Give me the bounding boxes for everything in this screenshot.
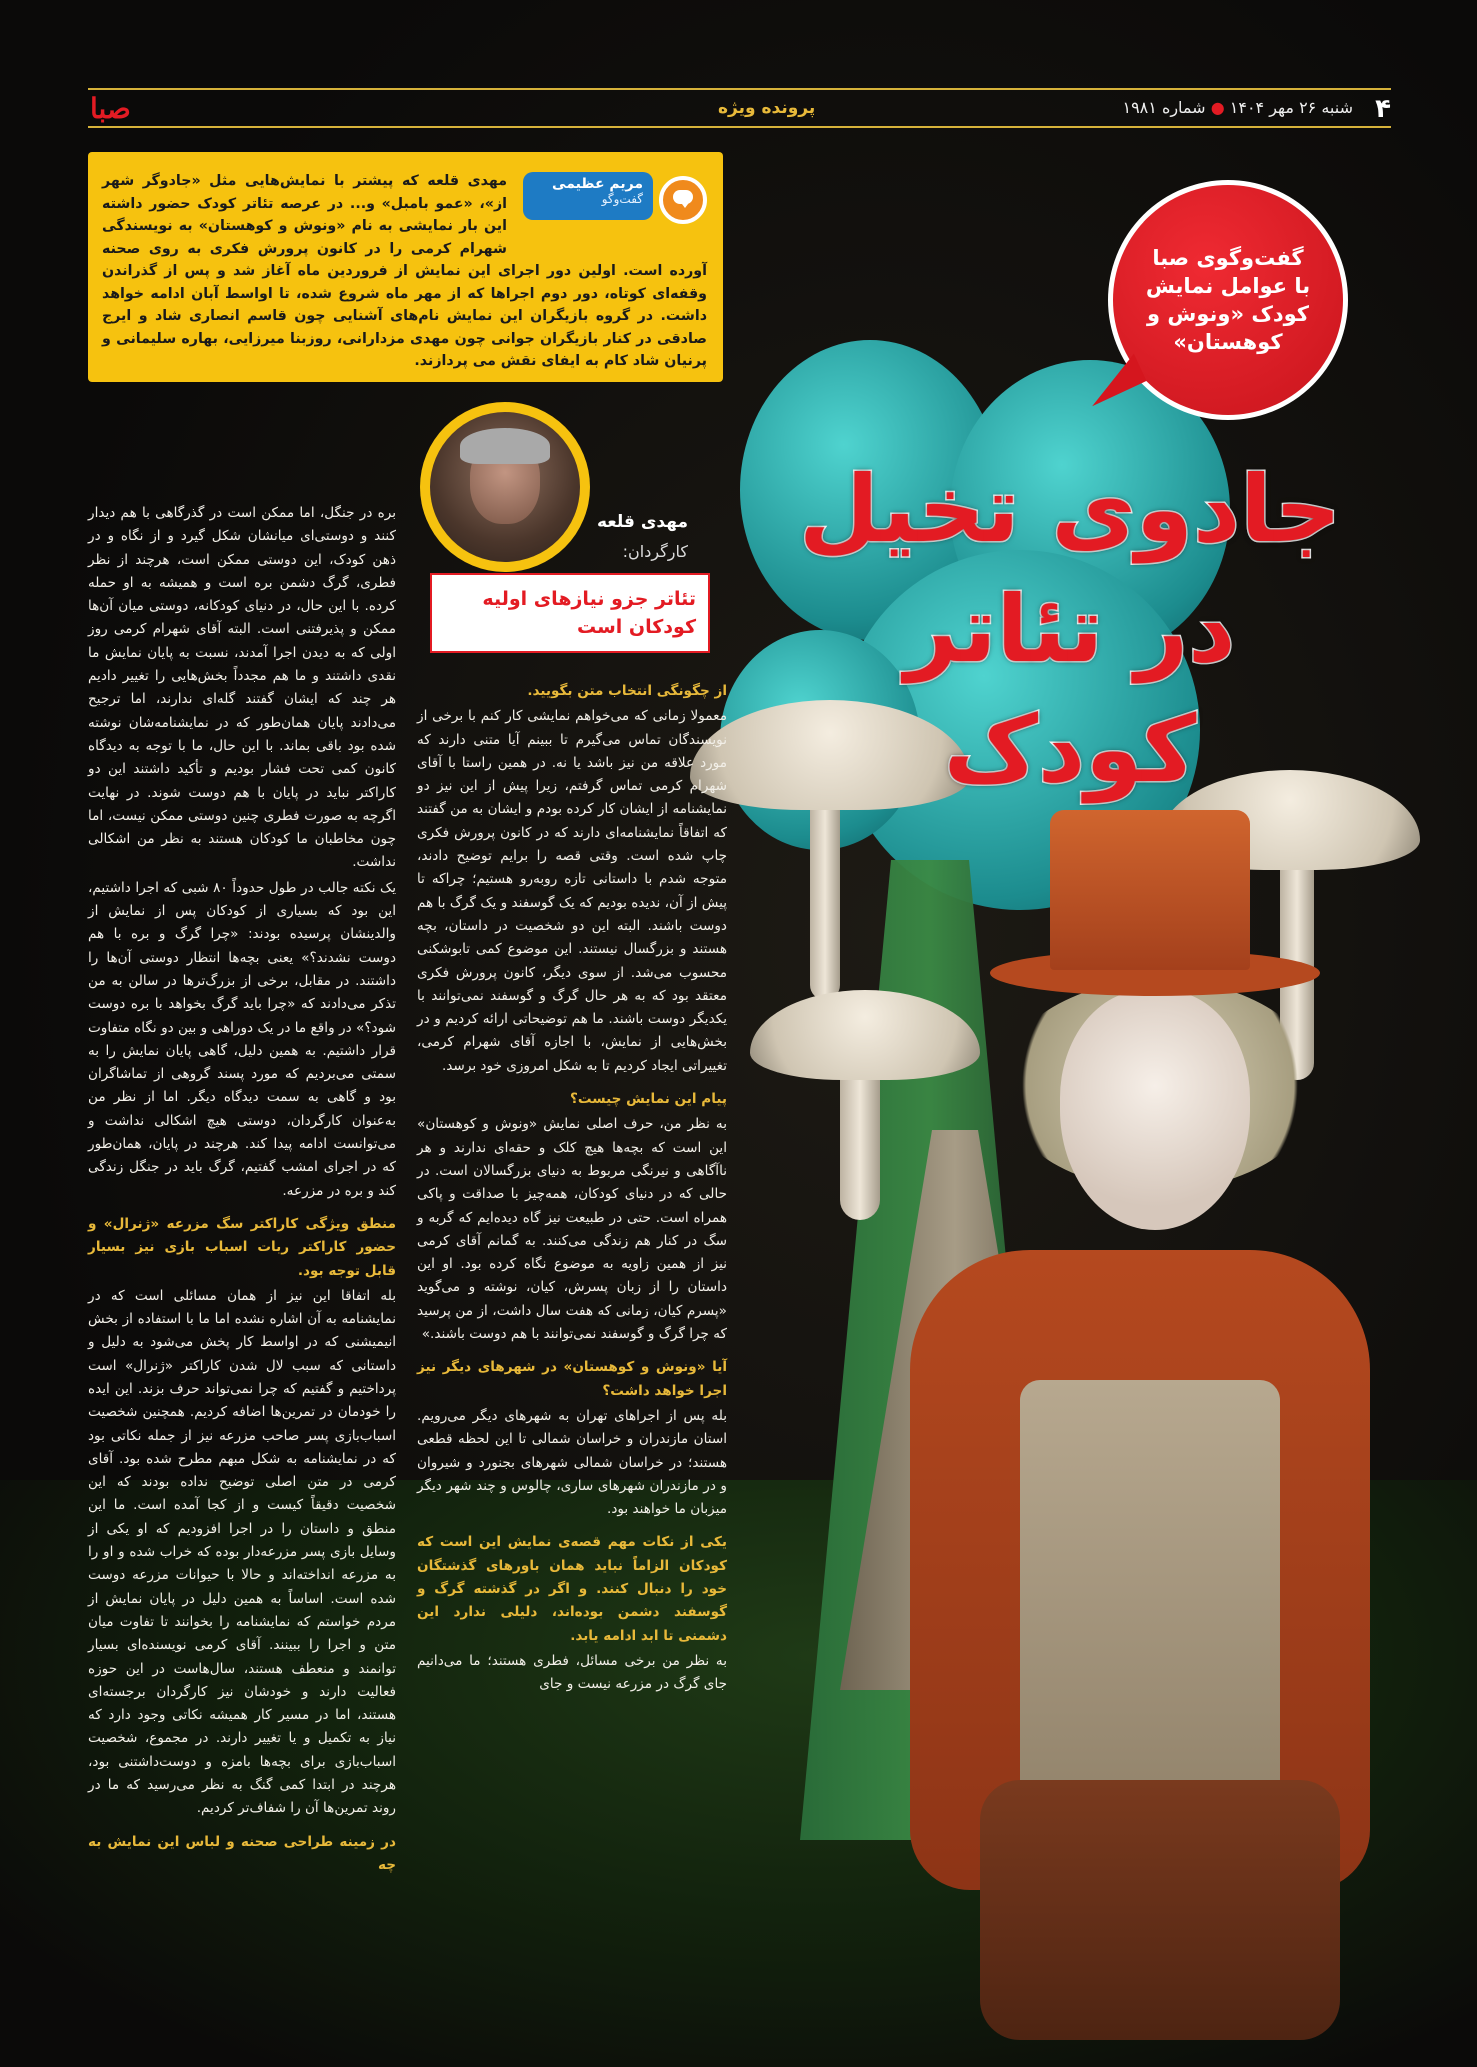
interview-question: پیام این نمایش چیست؟ [569,1091,727,1108]
author-role: گفت‌وگو [601,192,643,206]
intro-text: مهدی قلعه که پیشتر با نمایش‌هایی مثل «جادوگر شهر از»، «عمو بامبل» و... در عرصه تئاتر کودک حضور داشته این بار نمایشی به نام «ونوش و کوهستان» به نویسندگی شهرام کرمی را در کانون پرورش فکری به روی صحنه آورده است. اولین دور اجرای این نمایش از فروردین ماه آغاز شد و پس از گذراندن وقفه‌ای کوتاه، دور دوم اجراها که از مهر ماه شروع شده، تا اواسط آبان ادامه خواهد داشت. در گروه بازیگران این نمایش نام‌های آشنایی چون قاسم انصاری شاد و ایرج صادقی در کنار بازیگران جوانی چون مهدی مزدارانی، روزبنا میرزایی، بهاره سلیمانی و پرنیان شاد کام به ایفای نقش می پردازند. [102,173,707,369]
interview-question: آیا «ونوش و کوهستان» در شهرهای دیگر نیز اجرا خواهد داشت؟ [417,1359,727,1399]
actor-legs [980,1780,1340,2040]
bubble-text: گفت‌وگوی صبا با عوامل نمایش کودک «ونوش و کوهستان» [1145,246,1311,354]
article-column-right [417,680,727,1698]
interview-question: در زمینه طراحی صحنه و لباس این نمایش به چه [88,1833,396,1873]
separator-dot-icon: ● [1210,98,1225,117]
interview-answer: به نظر من، حرف اصلی نمایش «ونوش و کوهستان» این است که بچه‌ها هیچ کلک و حقه‌ای ندارند و هر نا‌آگاهی و نیرنگی مربوط به دنیای بزرگسالان است. در حالی که در دنیای کودکان، همه‌چیز با صداقت و پاکی همراه است. حتی در طبیعت نیز گاه دیده‌ایم که گربه و سگ در کنار هم زندگی می‌کنند. به گمانم آقای کرمی نیز از همین زاویه به موضوع نگاه کرده بود. او این داستان را از زبان پسرش، کیان، نوشته و می‌گوید «پسرم کیان، زمانی که هفت سال داشت، از من پرسید که چرا گرگ و گوسفند نمی‌توانند با هم دوست باشند.» [417,1116,727,1343]
director-portrait [420,402,590,572]
interview-answer: یک نکته جالب در طول حدوداً ۸۰ شبی که اجرا داشتیم، این بود که بسیاری از کودکان پس از نمایش از والدینشان پرسیده بودند: «چرا گرگ و بره با هم دوست نشدند؟» یعنی بچه‌ها انتظار دوستی آن‌ها را داشتند. در مقابل، برخی از بزرگ‌ترها در سالن به من تذکر می‌دادند که «چرا باید گرگ بخواهد با بره دوست شود؟» در واقع ما در یک دوراهی و بین دو نگاه متفاوت قرار داشتیم. به همین دلیل، گاهی پایان نمایش را به سمتی می‌بردیم که مورد پسند گروهی از تماشاگران بود و گاهی به سمت دیدگاه دیگر. اما از نظر من به‌عنوان کارگردان، دوستی هیچ اشکالی نداشت و می‌توانست ادامه پیدا کند. هرچند در پایان، همان‌طور که در اجرای امشب گفتیم، گرگ باید در جنگل زندگی کند و بره در مزرعه. [88,879,396,1199]
chat-bubble-icon [659,176,707,224]
issue-info [1122,98,1353,117]
intro-box [88,152,723,382]
interview-answer: بله اتفاقا این نیز از همان مسائلی است که در نمایشنامه به آن اشاره نشده اما ما با استفاده از بخش انیمیشنی که در اواسط کار پخش می‌شود به دلیل و داستانی که سبب لال شدن کاراکتر «ژنرال» است پرداختیم و گفتیم که چرا نمی‌تواند حرف بزند. این ایده را خودمان در تمرین‌ها اضافه کردیم. همچنین شخصیت اسباب‌بازی پسر صاحب مزرعه نیز از جمله نکاتی بود که در نمایشنامه به شکل مبهم مطرح شده بود. آقای کرمی در متن اصلی توضیح نداده بودند که این شخصیت دقیقاً کیست و از کجا آمده است. ما این منطق و داستان را در اجرا افزودیم که او یکی از وسایل بازی پسر مزرعه‌دار بوده که خراب شده و او را به مزرعه انداخته‌اند و حالا با حیوانات مزرعه دوست شده است. اساساً به همین دلیل در پایان نمایش از مردم خواستم که نمایشنامه را بخوانند تا تفاوت میان متن و اجرا را ببینند. آقای کرمی نویسنده‌ای بسیار توانمند و منعطف هستند، سال‌هاست در این حوزه فعالیت دارند و خودشان نیز کارگردان برجسته‌ای هستند، اما در مسیر کار همیشه نکاتی وجود دارد که نیاز به تکمیل و یا تغییر دارند. در مجموع، شخصیت اسباب‌بازی برای بچه‌ها بامزه و دوست‌داشتنی بود، هرچند در ابتدا کمی گنگ به نظر می‌رسید که ما در روند تمرین‌ها آن را شفاف‌تر کردیم. [88,1287,396,1817]
saba-logo: صبا [90,92,131,125]
interview-answer: معمولا زمانی که می‌خواهم نمایشی کار کنم با برخی از نویسندگان تماس می‌گیرم تا ببینم آیا متنی دارند که مورد علاقه من نیز باشد یا نه. در همین راستا با آقای شهرام کرمی تماس گرفتم، زیرا پیش از این نیز دو نمایشنامه از ایشان کار کرده بودم و ایشان به من گفتند که اتفاقاً نمایشنامه‌ای دارند که در کانون پرورش فکری چاپ شده است. وقتی قصه را برایم توضیح دادند، متوجه شدم با داستانی تازه روبه‌رو هستیم؛ چراکه تا پیش از آن، ندیده بودیم که یک گوسفند و یک گرگ با هم دوست باشند. البته این دو شخصیت در داستان، بچه هستند و بزرگسال نیستند. این موضوع کمی تابوشکنی محسوب می‌شد. از سوی دیگر، کانون پرورش فکری معتقد بود که به هر حال گرگ و گوسفند نمی‌توانند با یکدیگر دوست باشند. ما هم توضیحاتی ارائه کردیم و در بخش‌هایی از نمایش، با اجازه آقای شهرام کرمی، تغییراتی ایجاد کردیم تا به شکل امروزی خود برسد. [417,708,727,1074]
director-role: کارگردان: [622,542,688,561]
interview-answer: به نظر من برخی مسائل، فطری هستند؛ ما می‌دانیم جای گرگ در مزرعه نیست و جای [417,1652,727,1693]
interview-answer: بره در جنگل، اما ممکن است در گذرگاهی با هم دیدار کنند و دوستی‌ای میانشان شکل گیرد و از نگاه و در ذهن کودک، این دوستی ممکن است، هرچند از نظر فطری، گرگ دشمن بره است و همیشه به او حمله کرده. با این حال، در دنیای کودکانه، دوستی میان آن‌ها ممکن و پذیرفتنی است. البته آقای شهرام کرمی روز اولی که به دیدن اجرا آمدند، نسبت به پایان نمایش ما نقدی داشتند و ما هم مجدداً بخش‌هایی را تغییر دادیم هر چند که ایشان گفتند گله‌ای ندارند، اما ترجیح می‌دادند پایان همان‌طور که در نمایشنامه‌شان نوشته شده بود باقی بماند. با این حال، ما با توجه به دیدگاه کانون کمی تحت فشار بودیم و تأکید داشتند این دو کاراکتر نباید در پایان با هم دوست شوند. در نهایت اگرچه به صورت فطری چنین دوستی ممکن نیست، اما چون مخاطبان ما کودکان هستند به نظر من اشکالی نداشت. [88,505,396,871]
author-name: مریم عظیمی [552,176,643,192]
interview-bubble [1108,180,1348,420]
issue-number: شماره ۱۹۸۱ [1122,98,1206,117]
issue-date: شنبه ۲۶ مهر ۱۴۰۴ [1229,98,1353,117]
article-title [790,450,1350,810]
author-badge [521,164,711,234]
title-line-2: در تئاتر کودک [904,576,1236,803]
director-photo [430,412,580,562]
section-label: پرونده ویژه [718,98,816,118]
actor-face [1060,990,1250,1230]
director-name: مهدی قلعه [596,512,688,532]
article-column-left [88,502,396,1879]
interview-question: منطق ویژگی کاراکتر سگ مزرعه «ژنرال» و حضور کاراکتر ربات اسباب بازی نیز بسیار قابل توجه بود. [88,1215,396,1279]
interview-question: یکی از نکات مهم قصه‌ی نمایش این است که کودکان الزاماً نباید همان باورهای گذشتگان خود را دنبال کنند. و اگر در گذشته گرگ و گوسفند دشمن بوده‌اند، دلیلی ندارد این دشمنی تا ابد ادامه یابد. [417,1534,727,1644]
page-number: ۴ [1375,94,1391,124]
interview-question: از چگونگی انتخاب متن بگویید. [527,683,727,699]
interview-answer: بله پس از اجراهای تهران به شهرهای دیگر می‌رویم. استان مازندران و خراسان شمالی تا این لحظه قطعی هستند؛ در خراسان شمالی شهرهای بجنورد و شیروان و در مازندران شهرهای ساری، چالوس و چند شهر دیگر میزبان ما خواهند بود. [417,1407,727,1518]
author-pill [523,172,653,220]
actor-hat [1050,810,1250,970]
director-quote-box [430,573,710,653]
title-line-1: جادوی تخیل [798,456,1342,563]
page-header [88,88,1391,128]
director-quote: تئاتر جزو نیازهای اولیه کودکان است [482,588,696,638]
